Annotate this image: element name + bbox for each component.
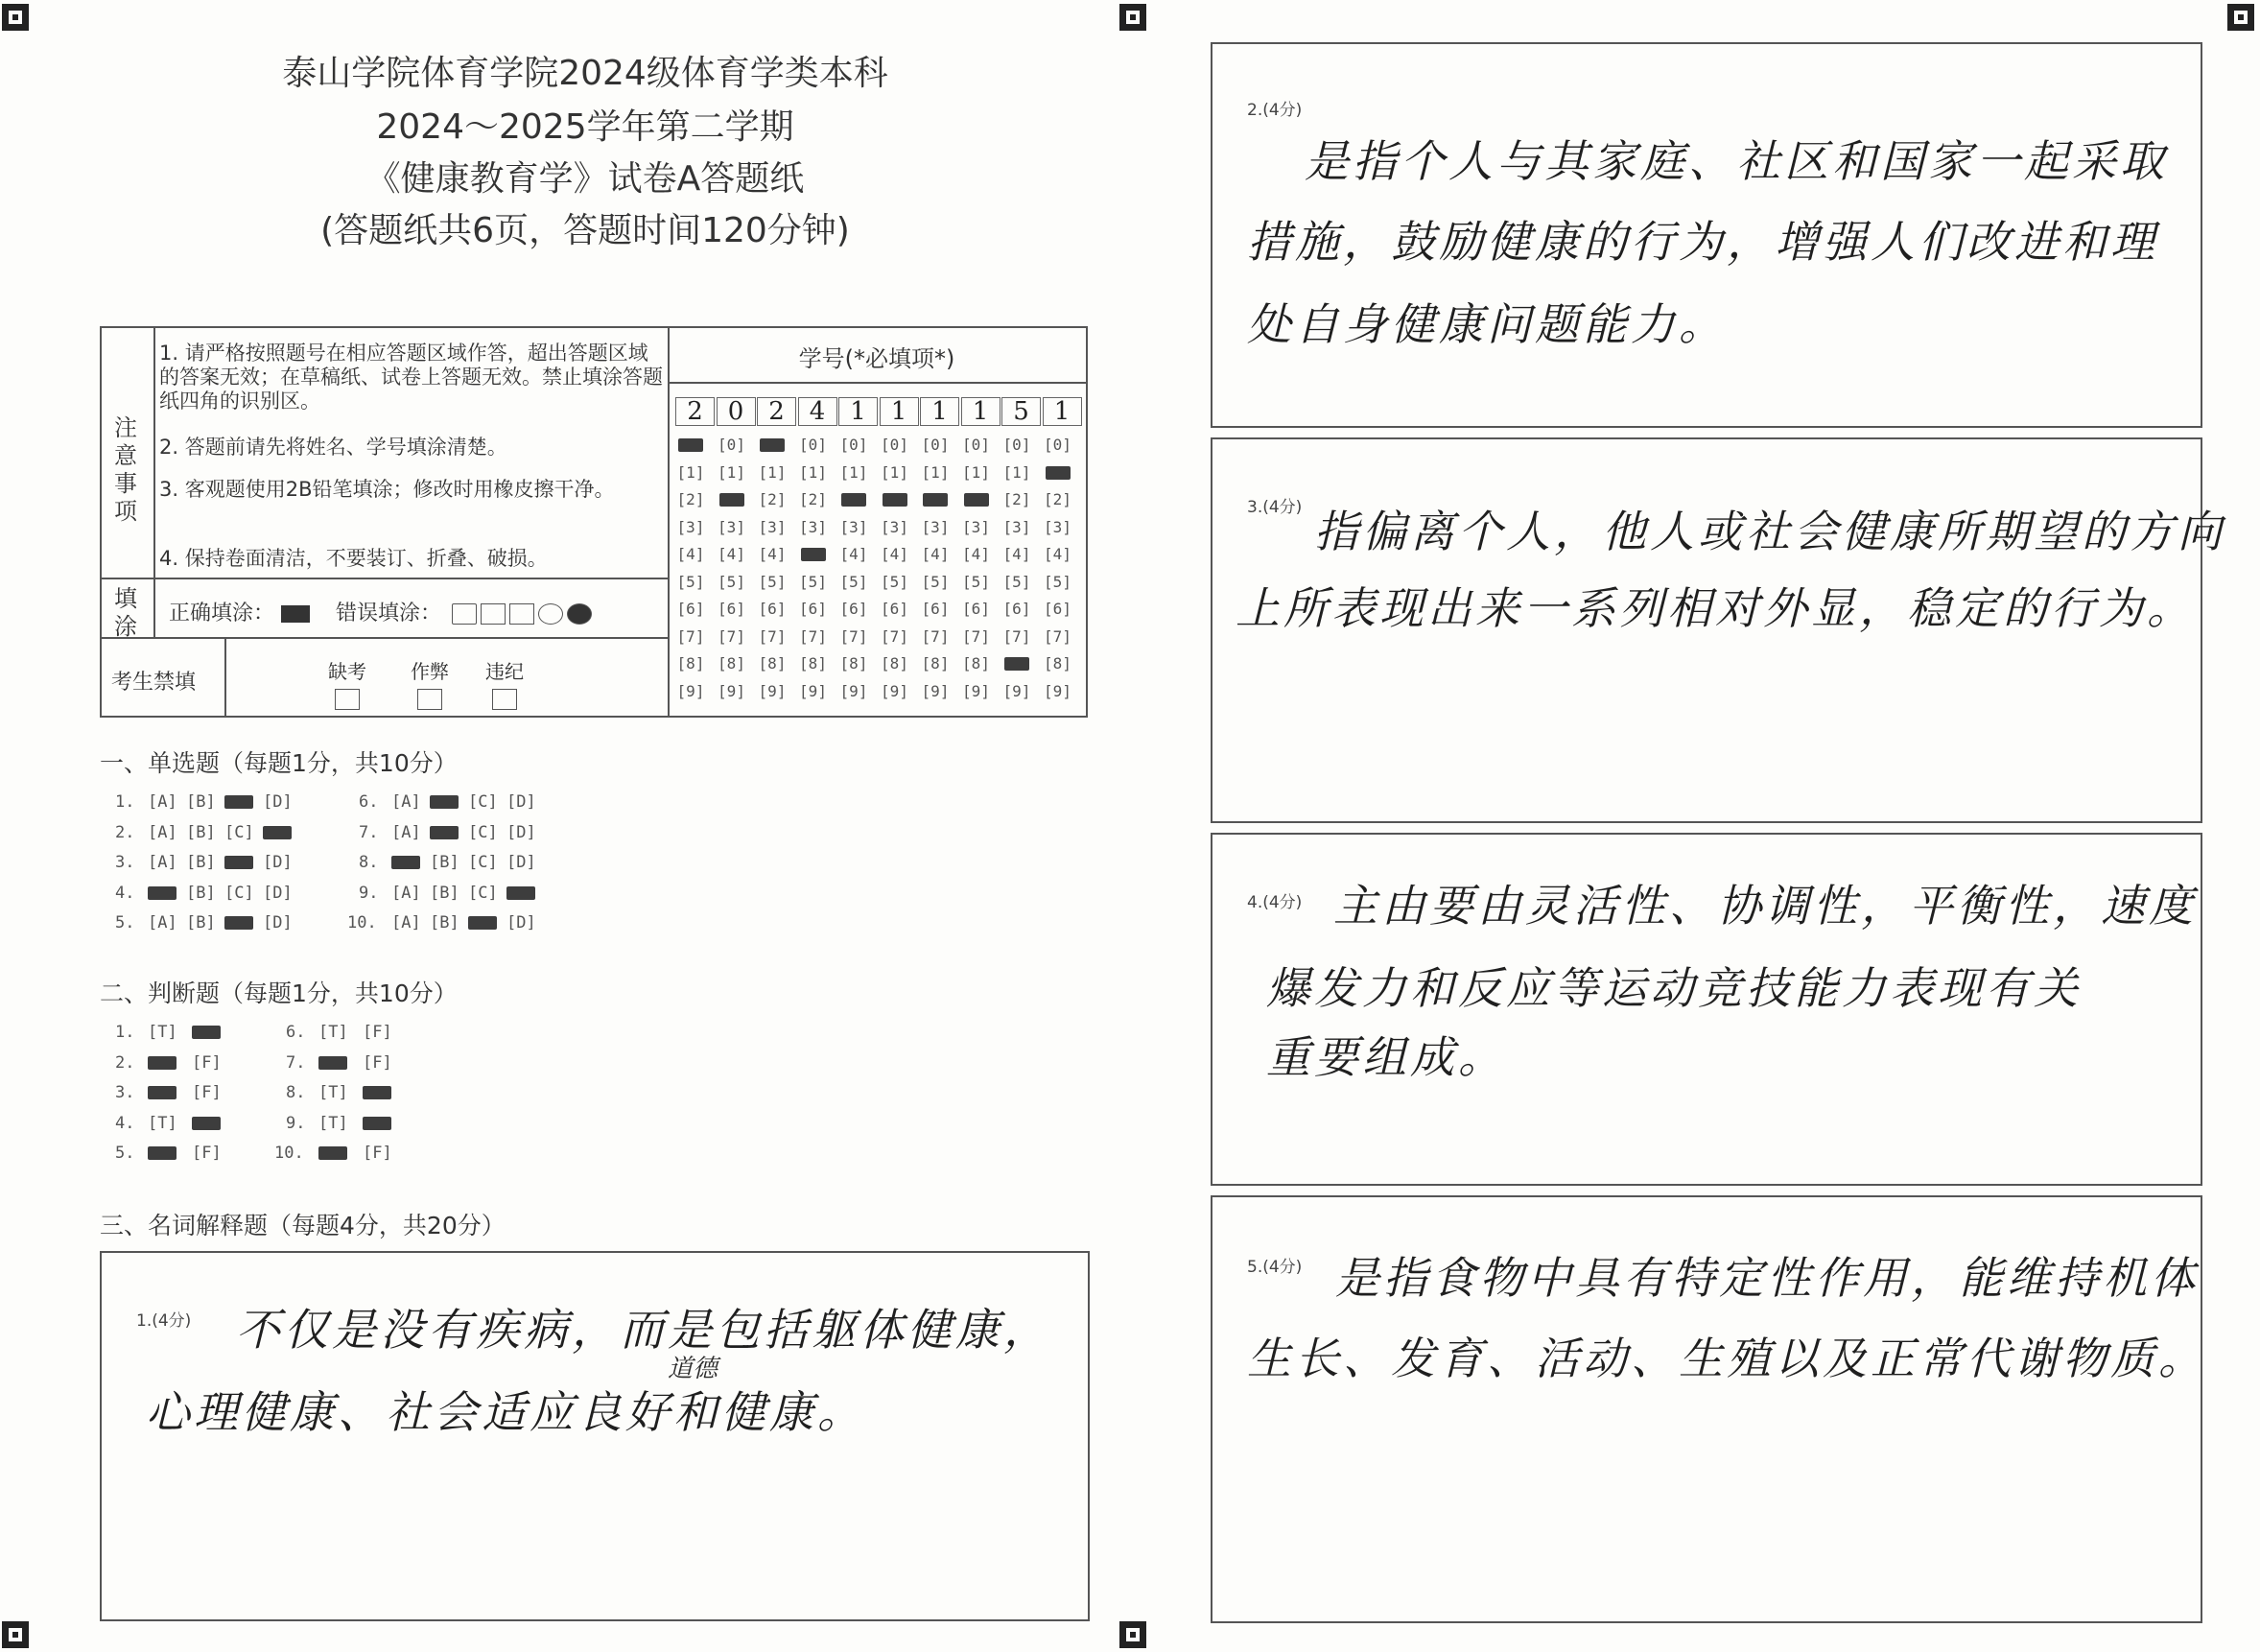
true-false-filled-option[interactable] (148, 1146, 177, 1160)
student-id-filled-bubble[interactable] (719, 493, 744, 507)
student-id-bubble[interactable]: [3] (839, 517, 868, 536)
student-id-title: 学号(*必填项*) (798, 345, 955, 372)
true-false-number: 8. (286, 1083, 306, 1102)
single-choice-option[interactable]: [D] (263, 883, 293, 903)
answer-4-line-2: 爆发力和反应等运动竞技能力表现有关 (1266, 962, 2082, 1014)
true-false-option[interactable]: [T] (318, 1023, 348, 1042)
single-choice-option[interactable]: [B] (430, 883, 459, 903)
answer-box-3[interactable] (1211, 437, 2225, 823)
student-id-bubble[interactable]: [3] (676, 517, 705, 536)
notice-item-1: 1. 请严格按照题号在相应答题区域作答，超出答题区域的答案无效；在草稿纸、试卷上答题无效。禁止填涂答题纸四角的识别区。 (159, 342, 663, 413)
true-false-option[interactable]: [F] (363, 1023, 392, 1042)
student-id-bubble[interactable]: [8] (921, 654, 950, 673)
student-id-bubble[interactable]: [1] (718, 462, 745, 482)
student-id-filled-bubble[interactable] (1004, 657, 1029, 671)
student-id-bubble[interactable]: [9] (758, 681, 787, 700)
true-false-number: 1. (115, 1023, 135, 1042)
student-id-bubble[interactable]: [7] (1002, 626, 1031, 646)
correct-fill-label: 正确填涂： (169, 602, 275, 625)
student-id-bubble[interactable]: [8] (962, 654, 990, 673)
wrong-fill-label: 错误填涂： (336, 602, 442, 625)
header-line-2: 2024～2025学年第二学期 (376, 107, 794, 147)
student-id-filled-bubble[interactable] (760, 438, 785, 452)
true-false-number: 9. (286, 1113, 306, 1133)
single-choice-option[interactable]: [A] (391, 883, 421, 903)
answer-4-line-3: 重要组成。 (1266, 1031, 1506, 1083)
single-choice-option[interactable]: [D] (263, 792, 293, 812)
student-id-bubble[interactable]: [8] (839, 654, 868, 673)
true-false-option[interactable]: [T] (148, 1113, 177, 1133)
student-id-digit: 1 (838, 397, 878, 426)
student-id-bubble[interactable]: [7] (881, 626, 908, 646)
true-false-option[interactable]: [F] (192, 1052, 222, 1073)
student-id-bubble[interactable]: [6] (1002, 600, 1031, 618)
true-false-filled-option[interactable] (363, 1086, 391, 1099)
corner-marker-bottom-middle (1119, 1621, 1146, 1648)
student-id-filled-bubble[interactable] (883, 493, 907, 507)
student-id-bubble[interactable]: [5] (921, 572, 950, 591)
student-id-bubble[interactable]: [6] (1044, 600, 1071, 618)
true-false-option[interactable]: [F] (192, 1083, 222, 1102)
single-choice-option[interactable]: [A] (148, 792, 177, 812)
single-choice-number: 10. (347, 913, 377, 932)
single-choice-filled-option[interactable] (263, 826, 292, 839)
single-choice-option[interactable]: [A] (148, 822, 177, 842)
student-id-bubble[interactable]: [6] (799, 600, 827, 618)
true-false-filled-option[interactable] (192, 1026, 221, 1039)
true-false-number: 10. (274, 1144, 304, 1163)
answer-3-line-2: 上所表现出来一系列相对外显，稳定的行为。 (1236, 582, 2195, 634)
corner-marker-top-right (2227, 4, 2254, 31)
true-false-option[interactable]: [T] (318, 1083, 348, 1102)
answer-3-line-1: 指偏离个人，他人或社会健康所期望的方向 (1314, 506, 2225, 557)
student-id-bubble[interactable]: [7] (758, 626, 787, 646)
student-id-bubble[interactable]: [9] (962, 681, 990, 700)
student-id-bubble[interactable]: [8] (718, 654, 745, 673)
single-choice-filled-option[interactable] (224, 856, 253, 869)
student-id-bubble[interactable]: [2] (799, 490, 827, 508)
student-id-bubble[interactable]: [1] (881, 462, 908, 482)
single-choice-option[interactable]: [D] (263, 913, 293, 932)
single-choice-option[interactable]: [C] (224, 883, 254, 903)
student-id-bubble[interactable]: [1] (799, 462, 827, 482)
student-id-bubble[interactable]: [8] (676, 654, 705, 673)
single-choice-number: 9. (359, 883, 379, 903)
student-id-bubble[interactable]: [7] (676, 626, 705, 646)
student-id-bubble[interactable]: [3] (799, 517, 827, 536)
single-choice-option[interactable]: [C] (468, 853, 498, 872)
true-false-option[interactable]: [T] (318, 1113, 348, 1133)
single-choice-option[interactable]: [B] (430, 853, 459, 872)
student-id-filled-bubble[interactable] (1046, 466, 1071, 480)
single-choice-option[interactable]: [C] (468, 883, 498, 903)
answer-box-1[interactable] (100, 1251, 1090, 1621)
student-id-digit: 4 (798, 397, 837, 426)
student-id-bubble[interactable]: [2] (1002, 490, 1031, 508)
student-id-bubble[interactable]: [1] (1002, 462, 1031, 482)
student-id-bubble[interactable]: [5] (1002, 572, 1031, 591)
student-id-bubble[interactable]: [5] (881, 572, 908, 591)
student-id-bubble[interactable]: [4] (718, 545, 745, 563)
answer-box-2[interactable] (1211, 42, 2202, 428)
single-choice-option[interactable]: [A] (148, 853, 177, 872)
true-false-number: 7. (286, 1052, 306, 1073)
student-id-digit: 5 (1001, 397, 1041, 426)
single-choice-option[interactable]: [C] (224, 822, 254, 842)
single-choice-number: 3. (115, 853, 135, 872)
answer-5-line-1: 是指食物中具有特定性作用，能维持机体 (1335, 1252, 2199, 1304)
true-false-filled-option[interactable] (363, 1117, 391, 1130)
single-choice-option[interactable]: [D] (506, 792, 536, 812)
exam-restricted-label: 考生禁填 (111, 671, 197, 695)
absent-box[interactable]: 缺考 (328, 656, 366, 710)
student-id-bubble[interactable]: [6] (839, 600, 868, 618)
student-id-bubble[interactable]: [3] (962, 517, 990, 536)
answer-1-number: 1.(4分) (136, 1311, 192, 1331)
student-id-bubble[interactable]: [3] (1044, 517, 1071, 536)
student-id-filled-bubble[interactable] (678, 438, 703, 452)
student-id-bubble[interactable]: [8] (799, 654, 827, 673)
student-id-digit: 1 (920, 397, 959, 426)
single-choice-number: 4. (115, 883, 135, 903)
single-choice-filled-option[interactable] (224, 916, 253, 930)
single-choice-option[interactable]: [A] (391, 822, 421, 842)
student-id-digit: 1 (880, 397, 919, 426)
student-id-digit: 1 (961, 397, 1001, 426)
true-false-number: 6. (286, 1023, 306, 1042)
notice-item-4: 4. 保持卷面清洁，不要装订、折叠、破损。 (159, 547, 548, 570)
single-choice-option[interactable]: [C] (468, 792, 498, 812)
answer-4-line-1: 主由要由灵活性、协调性，平衡性，速度 (1333, 880, 2197, 932)
student-id-bubble[interactable]: [5] (676, 572, 705, 591)
student-id-bubble[interactable]: [3] (718, 517, 745, 536)
student-id-bubble[interactable]: [8] (1044, 654, 1071, 673)
student-id-bubble[interactable]: [4] (839, 545, 868, 563)
answer-box-4[interactable] (1211, 833, 2202, 1186)
single-choice-number: 7. (359, 822, 379, 842)
student-id-bubble[interactable]: [9] (839, 681, 868, 700)
true-false-option[interactable]: [F] (363, 1052, 392, 1073)
notice-label: 注意事项 (114, 414, 137, 525)
corner-marker-top-left (2, 4, 29, 31)
true-false-number: 5. (115, 1144, 135, 1163)
student-id-bubble[interactable]: [4] (758, 545, 787, 563)
student-id-digit: 2 (757, 397, 796, 426)
true-false-filled-option[interactable] (148, 1056, 177, 1070)
student-id-bubble[interactable]: [5] (799, 572, 827, 591)
student-id-bubble[interactable]: [3] (1002, 517, 1031, 536)
student-id-bubble[interactable]: [2] (1044, 490, 1071, 508)
student-id-filled-bubble[interactable] (964, 493, 989, 507)
header-line-1: 泰山学院体育学院2024级体育学类本科 (282, 54, 888, 93)
student-id-filled-bubble[interactable] (801, 548, 826, 561)
student-id-bubble[interactable]: [9] (718, 681, 745, 700)
true-false-number: 3. (115, 1083, 135, 1102)
student-id-digit: 1 (1043, 397, 1082, 426)
single-choice-option[interactable]: [B] (186, 883, 216, 903)
cheat-box[interactable]: 作弊 (411, 656, 449, 710)
corner-marker-top-middle (1119, 4, 1146, 31)
student-id-bubble[interactable]: [0] (881, 436, 908, 454)
answer-1-insert: 道德 (668, 1355, 718, 1383)
student-id-bubble[interactable]: [0] (718, 436, 745, 454)
single-choice-filled-option[interactable] (430, 826, 459, 839)
true-false-filled-option[interactable] (318, 1146, 347, 1160)
wrong-fill-samples (448, 602, 592, 625)
single-choice-number: 8. (359, 853, 379, 872)
student-id-bubble[interactable]: [3] (758, 517, 787, 536)
student-id-bubble[interactable]: [6] (881, 600, 908, 618)
single-choice-filled-option[interactable] (391, 856, 420, 869)
single-choice-option[interactable]: [B] (186, 822, 216, 842)
single-choice-option[interactable]: [D] (506, 822, 536, 842)
answer-4-number: 4.(4分) (1247, 893, 1303, 912)
single-choice-option[interactable]: [D] (506, 853, 536, 872)
true-false-filled-option[interactable] (192, 1117, 221, 1130)
student-id-bubble[interactable]: [1] (921, 462, 950, 482)
notice-item-2: 2. 答题前请先将姓名、学号填涂清楚。 (159, 436, 507, 459)
single-choice-option[interactable]: [B] (186, 913, 216, 932)
true-false-number: 4. (115, 1113, 135, 1133)
single-choice-number: 6. (359, 792, 379, 812)
answer-1-line-1: 不仅是没有疾病，而是包括躯体健康， (236, 1304, 1051, 1356)
notice-item-3: 3. 客观题使用2B铅笔填涂；修改时用橡皮擦干净。 (159, 478, 615, 501)
student-id-bubble[interactable]: [5] (718, 572, 745, 591)
student-id-digit: 0 (717, 397, 756, 426)
single-choice-option[interactable]: [A] (391, 913, 421, 932)
single-choice-filled-option[interactable] (468, 916, 497, 930)
student-id-bubble[interactable]: [6] (676, 600, 705, 618)
student-id-filled-bubble[interactable] (923, 493, 948, 507)
corner-marker-bottom-left (2, 1621, 29, 1648)
student-id-bubble[interactable]: [7] (1044, 626, 1071, 646)
student-id-bubble[interactable]: [1] (676, 462, 705, 482)
header-line-4: (答题纸共6页，答题时间120分钟) (320, 211, 850, 250)
student-id-bubble[interactable]: [4] (881, 545, 908, 563)
student-id-bubble[interactable]: [0] (921, 436, 950, 454)
student-id-bubble[interactable]: [4] (921, 545, 950, 563)
student-id-bubble[interactable]: [9] (881, 681, 908, 700)
true-false-filled-option[interactable] (148, 1086, 177, 1099)
student-id-bubble[interactable]: [6] (921, 600, 950, 618)
student-id-bubble[interactable]: [5] (758, 572, 787, 591)
single-choice-filled-option[interactable] (506, 886, 535, 900)
student-id-bubble[interactable]: [2] (676, 490, 705, 508)
student-id-bubble[interactable]: [6] (718, 600, 745, 618)
student-id-bubble[interactable]: [6] (962, 600, 990, 618)
single-choice-filled-option[interactable] (148, 886, 177, 900)
violation-box[interactable]: 违纪 (485, 656, 524, 710)
student-id-bubble[interactable]: [4] (1002, 545, 1031, 563)
single-choice-option[interactable]: [B] (430, 913, 459, 932)
student-id-bubble[interactable]: [8] (881, 654, 908, 673)
student-id-bubble[interactable]: [1] (962, 462, 990, 482)
section2-title: 二、判断题（每题1分，共10分） (100, 979, 458, 1007)
single-choice-option[interactable]: [B] (186, 853, 216, 872)
student-id-bubble[interactable]: [7] (718, 626, 745, 646)
student-id-bubble[interactable]: [9] (799, 681, 827, 700)
answer-5-line-2: 生长、发育、活动、生殖以及正常代谢物质。 (1247, 1333, 2206, 1384)
true-false-option[interactable]: [F] (192, 1144, 222, 1163)
single-choice-option[interactable]: [A] (148, 913, 177, 932)
student-id-bubble[interactable]: [0] (799, 436, 827, 454)
student-id-bubble[interactable]: [9] (1002, 681, 1031, 700)
section1-title: 一、单选题（每题1分，共10分） (100, 749, 458, 777)
single-choice-number: 5. (115, 913, 135, 932)
student-id-bubble[interactable]: [9] (1044, 681, 1071, 700)
student-id-bubble[interactable]: [4] (1044, 545, 1071, 563)
fill-label: 填涂 (114, 585, 137, 640)
single-choice-option[interactable]: [D] (506, 913, 536, 932)
student-id-bubble[interactable]: [3] (881, 517, 908, 536)
student-id-bubble[interactable]: [3] (921, 517, 950, 536)
single-choice-number: 1. (115, 792, 135, 812)
single-choice-option[interactable]: [A] (391, 792, 421, 812)
student-id-bubble[interactable]: [0] (962, 436, 990, 454)
student-id-bubble[interactable]: [1] (839, 462, 868, 482)
single-choice-filled-option[interactable] (224, 795, 253, 809)
student-id-bubble[interactable]: [7] (921, 626, 950, 646)
student-id-digit: 2 (675, 397, 715, 426)
student-id-bubble[interactable]: [4] (676, 545, 705, 563)
student-id-bubble[interactable]: [2] (758, 490, 787, 508)
answer-2-number: 2.(4分) (1247, 101, 1303, 120)
single-choice-filled-option[interactable] (430, 795, 459, 809)
answer-3-number: 3.(4分) (1247, 498, 1303, 517)
student-id-bubble[interactable]: [7] (962, 626, 990, 646)
student-id-bubble[interactable]: [7] (839, 626, 868, 646)
true-false-filled-option[interactable] (318, 1056, 347, 1070)
student-id-bubble[interactable]: [0] (839, 436, 868, 454)
true-false-number: 2. (115, 1052, 135, 1073)
answer-2-line-2: 措施，鼓励健康的行为，增强人们改进和理 (1247, 216, 2158, 268)
single-choice-option[interactable]: [B] (186, 792, 216, 812)
answer-1-line-2: 心理健康、社会适应良好和健康。 (146, 1386, 865, 1438)
student-id-bubble[interactable]: [5] (962, 572, 990, 591)
true-false-option[interactable]: [T] (148, 1023, 177, 1042)
single-choice-option[interactable]: [D] (263, 853, 293, 872)
notice-table (100, 326, 1088, 718)
true-false-option[interactable]: [F] (363, 1144, 392, 1163)
student-id-bubble[interactable]: [4] (962, 545, 990, 563)
student-id-bubble[interactable]: [8] (758, 654, 787, 673)
student-id-bubble[interactable]: [1] (758, 462, 787, 482)
correct-fill-sample (281, 605, 310, 623)
answer-5-number: 5.(4分) (1247, 1258, 1303, 1277)
student-id-bubble[interactable]: [5] (1044, 572, 1071, 591)
student-id-bubble[interactable]: [7] (799, 626, 827, 646)
answer-2-line-1: 是指个人与其家庭、社区和国家一起采取 (1305, 135, 2168, 187)
student-id-bubble[interactable]: [9] (676, 681, 705, 700)
student-id-bubble[interactable]: [5] (839, 572, 868, 591)
answer-2-line-3: 处自身健康问题能力。 (1247, 298, 1727, 350)
student-id-bubble[interactable]: [9] (921, 681, 950, 700)
student-id-bubble[interactable]: [6] (758, 600, 787, 618)
student-id-bubble[interactable]: [0] (1002, 436, 1031, 454)
student-id-filled-bubble[interactable] (841, 493, 866, 507)
header-line-3: 《健康教育学》试卷A答题纸 (365, 159, 805, 199)
single-choice-option[interactable]: [C] (468, 822, 498, 842)
section3-title: 三、名词解释题（每题4分，共20分） (100, 1212, 506, 1239)
answer-box-5[interactable] (1211, 1195, 2206, 1623)
student-id-bubble[interactable]: [0] (1044, 436, 1071, 454)
single-choice-number: 2. (115, 822, 135, 842)
